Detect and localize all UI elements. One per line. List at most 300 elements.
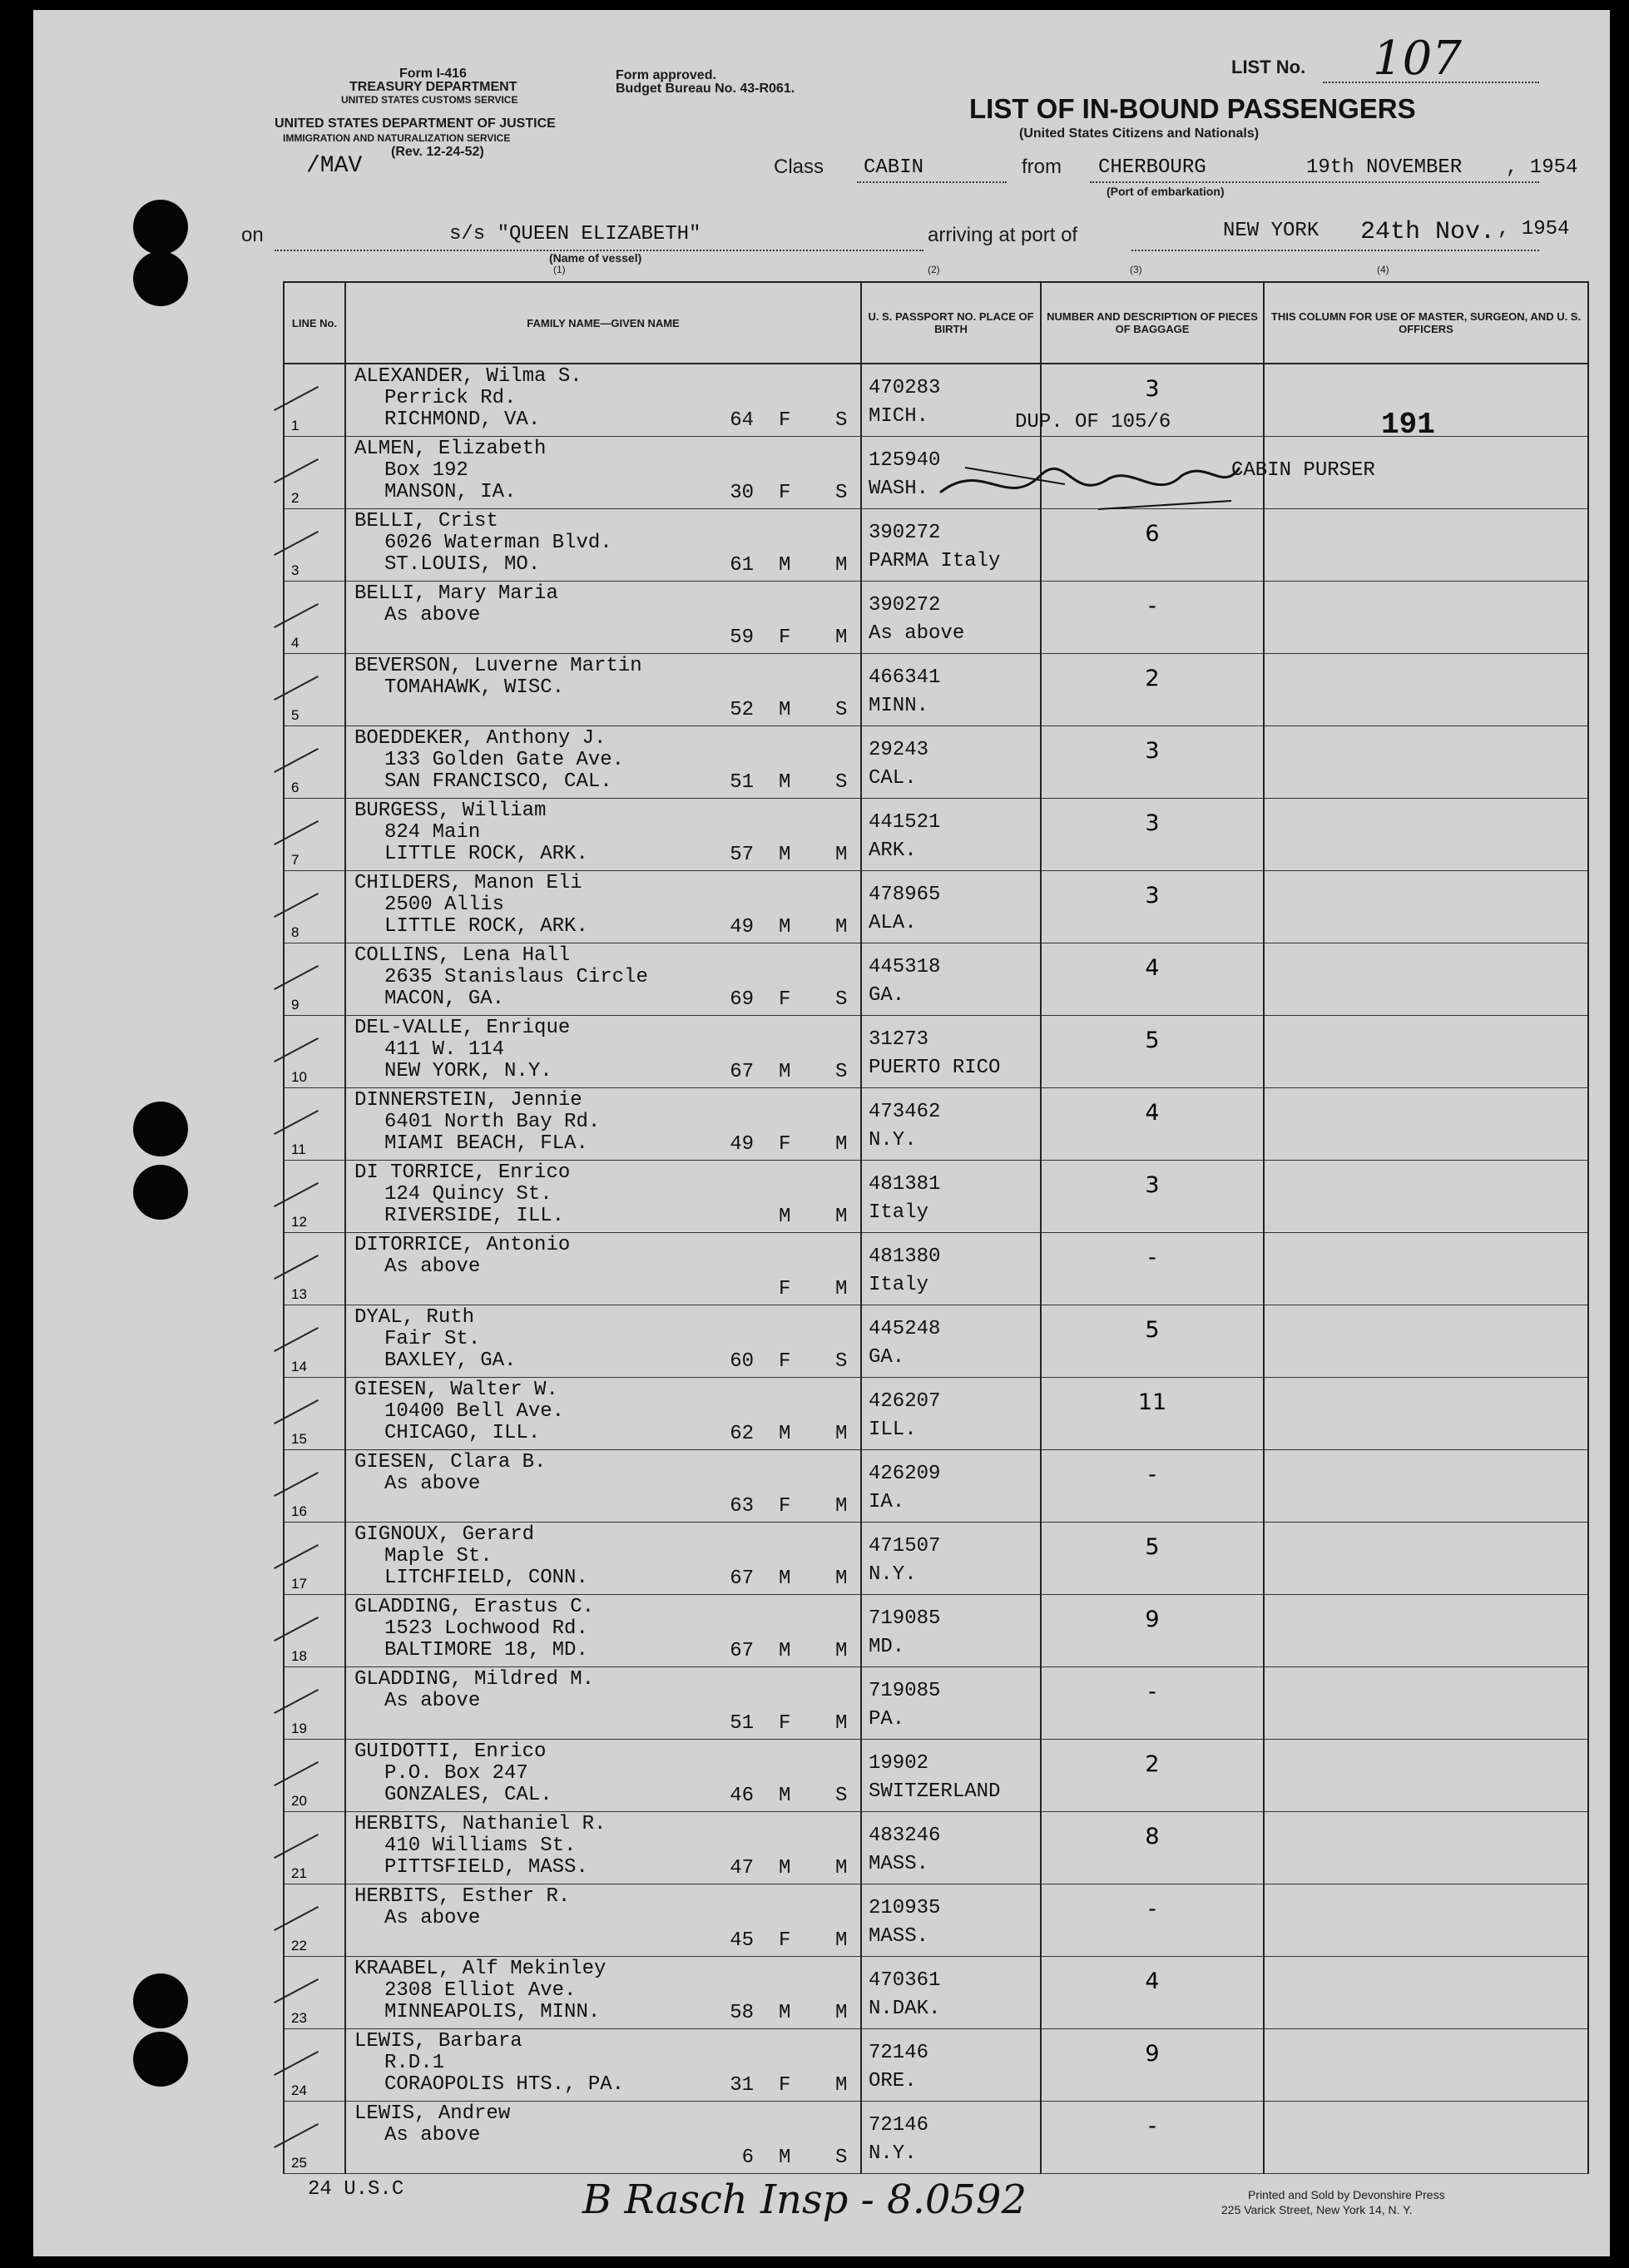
- line-number: 21: [291, 1865, 307, 1881]
- punch-hole: [133, 2032, 188, 2087]
- marital-status: M: [835, 844, 848, 866]
- address-street: Fair St.: [384, 1328, 481, 1350]
- officer-use-cell: [1265, 1595, 1587, 1666]
- address-city: LITTLE ROCK, ARK.: [384, 915, 588, 938]
- punch-hole: [133, 1973, 188, 2028]
- passenger-name: ALEXANDER, Wilma S.: [354, 365, 582, 388]
- place-of-birth: ORE.: [869, 2070, 917, 2092]
- from-label: from: [1022, 156, 1062, 178]
- line-number: 10: [291, 1069, 307, 1085]
- sex: M: [779, 771, 791, 794]
- officer-use-cell: [1265, 871, 1587, 943]
- check-mark: [274, 1906, 319, 1931]
- purser-signature: [932, 443, 1248, 526]
- officer-use-cell: [1265, 1161, 1587, 1232]
- place-of-birth: WASH.: [869, 478, 929, 500]
- form-title: LIST OF IN-BOUND PASSENGERS: [969, 93, 1416, 124]
- passport-number: 719085: [869, 1680, 941, 1702]
- sex: F: [779, 409, 791, 432]
- check-mark: [274, 1327, 319, 1352]
- sex: F: [779, 482, 791, 504]
- ins-service: IMMIGRATION AND NATURALIZATION SERVICE: [283, 132, 511, 144]
- address-street: As above: [384, 1473, 481, 1495]
- marital-status: S: [835, 409, 848, 432]
- check-mark: [274, 1834, 319, 1859]
- officer-use-cell: [1265, 1016, 1587, 1087]
- passenger-name: GIESEN, Walter W.: [354, 1379, 558, 1401]
- line-number: 20: [291, 1793, 307, 1809]
- clerk-initials: /MAV: [306, 153, 363, 179]
- officer-use-cell: [1265, 726, 1587, 798]
- printer-line-1: Printed and Sold by Devonshire Press: [1248, 2188, 1445, 2201]
- baggage-count: 3: [1145, 376, 1160, 402]
- passenger-name: CHILDERS, Manon Eli: [354, 872, 582, 894]
- address-street: 133 Golden Gate Ave.: [384, 749, 625, 771]
- address-street: As above: [384, 1907, 481, 1929]
- col-header-officers: THIS COLUMN FOR USE OF MASTER, SURGEON, AND U. S. OFFICERS: [1264, 282, 1588, 364]
- sex: F: [779, 1133, 791, 1156]
- table-row: [284, 1523, 1588, 1595]
- list-number: 107: [1373, 32, 1462, 86]
- check-mark: [274, 1617, 319, 1642]
- list-no-label: LIST No.: [1231, 57, 1306, 77]
- place-of-birth: MINN.: [869, 695, 929, 717]
- place-of-birth: N.Y.: [869, 1129, 917, 1151]
- arriving-label: arriving at port of: [928, 224, 1078, 246]
- passport-number: 473462: [869, 1101, 941, 1123]
- form-page: [33, 10, 1610, 2256]
- age: 61: [730, 554, 754, 577]
- marital-status: M: [835, 2002, 848, 2024]
- address-street: Perrick Rd.: [384, 387, 517, 409]
- passport-number: 29243: [869, 739, 929, 761]
- passenger-name: GIESEN, Clara B.: [354, 1451, 547, 1473]
- marital-status: M: [835, 1133, 848, 1156]
- address-street: 2635 Stanislaus Circle: [384, 966, 648, 988]
- table-row: [284, 1884, 1588, 1957]
- address-street: As above: [384, 2124, 481, 2147]
- address-street: 10400 Bell Ave.: [384, 1400, 565, 1423]
- check-mark: [274, 458, 319, 483]
- place-of-birth: ARK.: [869, 839, 917, 862]
- age: 30: [730, 482, 754, 504]
- officer-use-cell: [1265, 1088, 1587, 1160]
- age: 31: [730, 2074, 754, 2097]
- baggage-count: 3: [1145, 810, 1160, 836]
- table-row: [284, 871, 1588, 943]
- marital-status: M: [835, 1857, 848, 1879]
- passenger-name: DI TORRICE, Enrico: [354, 1161, 571, 1184]
- baggage-count: 2: [1145, 1751, 1160, 1777]
- place-of-birth: N.DAK.: [869, 1998, 941, 2020]
- table-row: [284, 654, 1588, 726]
- passenger-name: BURGESS, William: [354, 800, 547, 822]
- check-mark: [274, 893, 319, 918]
- sex: M: [779, 1206, 791, 1228]
- marital-status: M: [835, 626, 848, 649]
- marital-status: M: [835, 1640, 848, 1662]
- line-number: 2: [291, 490, 300, 506]
- officer-use-cell: [1265, 2029, 1587, 2101]
- place-of-birth: PA.: [869, 1708, 905, 1731]
- address-city: CHICAGO, ILL.: [384, 1422, 541, 1444]
- marital-status: S: [835, 482, 848, 504]
- marital-status: S: [835, 699, 848, 721]
- officer-use-cell: [1265, 943, 1587, 1015]
- passport-number: 390272: [869, 594, 941, 617]
- age: 63: [730, 1495, 754, 1518]
- passenger-name: DYAL, Ruth: [354, 1306, 475, 1329]
- line-number: 4: [291, 635, 300, 651]
- passenger-name-address: [354, 1814, 606, 1879]
- check-mark: [274, 2123, 319, 2148]
- check-mark: [274, 1978, 319, 2003]
- officer-use-cell: [1265, 1450, 1587, 1522]
- officer-use-cell: [1265, 1812, 1587, 1884]
- table-row: [284, 1740, 1588, 1812]
- check-mark: [274, 1472, 319, 1497]
- passenger-name-address: [354, 511, 612, 576]
- age: 49: [730, 916, 754, 938]
- baggage-count: 9: [1145, 1607, 1160, 1632]
- officer-use-cell: [1265, 582, 1587, 653]
- printer-line-2: 225 Varick Street, New York 14, N. Y.: [1221, 2203, 1413, 2216]
- passenger-name: GUIDOTTI, Enrico: [354, 1741, 547, 1763]
- line-number: 3: [291, 562, 300, 578]
- budget-bureau: Budget Bureau No. 43-R061.: [616, 82, 795, 96]
- table-row: [284, 1161, 1588, 1233]
- officer-use-cell: [1265, 1957, 1587, 2028]
- table-row: [284, 799, 1588, 871]
- check-mark: [274, 676, 319, 701]
- passenger-name: BELLI, Mary Maria: [354, 582, 558, 605]
- age: 67: [730, 1567, 754, 1590]
- baggage-count: -: [1148, 1245, 1156, 1270]
- marital-status: S: [835, 988, 848, 1011]
- arrival-port: NEW YORK: [1223, 220, 1320, 242]
- vessel-name: s/s "QUEEN ELIZABETH": [449, 223, 701, 245]
- baggage-count: 3: [1145, 1172, 1160, 1198]
- age: 57: [730, 844, 754, 866]
- arrival-year: , 1954: [1498, 218, 1570, 240]
- age: 46: [730, 1785, 754, 1807]
- passport-number: 481380: [869, 1245, 941, 1268]
- marital-status: M: [835, 1929, 848, 1952]
- baggage-count: 3: [1145, 883, 1160, 909]
- sex: F: [779, 1495, 791, 1518]
- marital-status: M: [835, 916, 848, 938]
- punch-hole: [133, 251, 188, 306]
- sex: M: [779, 554, 791, 577]
- passenger-name-address: [354, 1018, 570, 1082]
- passport-number: 72146: [869, 2042, 929, 2064]
- baggage-count: -: [1148, 1679, 1156, 1705]
- address-city: MANSON, IA.: [384, 481, 517, 503]
- passport-number: 31273: [869, 1028, 929, 1051]
- line-number: 25: [291, 2155, 307, 2171]
- table-row: [284, 2029, 1588, 2102]
- place-of-birth: PUERTO RICO: [869, 1057, 1001, 1079]
- address-city: SAN FRANCISCO, CAL.: [384, 770, 612, 793]
- passenger-name: HERBITS, Nathaniel R.: [354, 1813, 607, 1835]
- embark-note: (Port of embarkation): [1107, 185, 1225, 198]
- passenger-name: LEWIS, Andrew: [354, 2102, 511, 2125]
- col-header-line: LINE No.: [284, 282, 345, 364]
- passenger-name: GIGNOUX, Gerard: [354, 1523, 535, 1546]
- baggage-count: -: [1148, 593, 1156, 619]
- address-street: 1523 Lochwood Rd.: [384, 1617, 588, 1640]
- line-number: 22: [291, 1938, 307, 1954]
- age: 60: [730, 1350, 754, 1373]
- marital-status: S: [835, 1350, 848, 1373]
- sex: F: [779, 1929, 791, 1952]
- passport-number: 426207: [869, 1390, 941, 1413]
- age: 51: [730, 771, 754, 794]
- revision: (Rev. 12-24-52): [391, 145, 484, 159]
- place-of-birth: GA.: [869, 1346, 905, 1369]
- embark-year: , 1954: [1506, 156, 1578, 179]
- treasury-dept: TREASURY DEPARTMENT: [349, 80, 517, 94]
- check-mark: [274, 820, 319, 845]
- sex: F: [779, 1278, 791, 1300]
- check-mark: [274, 748, 319, 773]
- officer-use-cell: [1265, 1740, 1587, 1811]
- port-embarkation: CHERBOURG: [1098, 156, 1206, 179]
- passenger-name-address: [354, 1452, 546, 1495]
- sex: M: [779, 1640, 791, 1662]
- address-street: R.D.1: [384, 2052, 445, 2074]
- address-city: NEW YORK, N.Y.: [384, 1060, 552, 1082]
- baggage-count: 6: [1145, 521, 1160, 547]
- place-of-birth: CAL.: [869, 767, 917, 790]
- passenger-name: LEWIS, Barbara: [354, 2030, 522, 2053]
- col-header-passport: U. S. PASSPORT NO. PLACE OF BIRTH: [861, 282, 1041, 364]
- passenger-name: BOEDDEKER, Anthony J.: [354, 727, 607, 750]
- passport-number: 441521: [869, 811, 941, 834]
- table-row: [284, 1305, 1588, 1378]
- table-row: [284, 1667, 1588, 1740]
- vessel-note: (Name of vessel): [549, 251, 642, 265]
- baggage-count: -: [1148, 2113, 1156, 2139]
- embark-date: 19th NOVEMBER: [1306, 156, 1463, 179]
- passenger-name-address: [354, 1162, 570, 1227]
- age: 6: [741, 2147, 754, 2169]
- passport-number: 19902: [869, 1752, 929, 1775]
- address-city: TOMAHAWK, WISC.: [384, 676, 565, 699]
- class-value: CABIN: [864, 156, 924, 179]
- baggage-count: -: [1148, 1896, 1156, 1922]
- address-city: MACON, GA.: [384, 988, 505, 1010]
- passenger-name-address: [354, 583, 558, 626]
- sex: M: [779, 1423, 791, 1445]
- marital-status: M: [835, 1206, 848, 1228]
- place-of-birth: MASS.: [869, 1853, 929, 1875]
- passport-number: 470283: [869, 377, 941, 399]
- col-marker: (3): [1130, 264, 1142, 275]
- line-number: 5: [291, 707, 300, 723]
- table-row: [284, 1812, 1588, 1884]
- passenger-name-address: [354, 1235, 570, 1278]
- age: 67: [730, 1640, 754, 1662]
- passenger-name: DITORRICE, Antonio: [354, 1234, 571, 1256]
- age: 69: [730, 988, 754, 1011]
- address-street: 411 W. 114: [384, 1038, 505, 1061]
- passport-number: 481381: [869, 1173, 941, 1196]
- form-subtitle: (United States Citizens and Nationals): [1019, 126, 1260, 141]
- line-number: 11: [291, 1141, 306, 1157]
- address-street: 6401 North Bay Rd.: [384, 1111, 601, 1133]
- passport-number: 466341: [869, 666, 941, 689]
- officer-use-cell: [1265, 1523, 1587, 1594]
- marital-status: S: [835, 1785, 848, 1807]
- passport-number: 210935: [869, 1897, 941, 1919]
- table-row: [284, 1016, 1588, 1088]
- sex: M: [779, 916, 791, 938]
- address-city: LITTLE ROCK, ARK.: [384, 843, 588, 865]
- check-mark: [274, 1689, 319, 1714]
- passenger-name-address: [354, 438, 546, 503]
- address-street: 6026 Waterman Blvd.: [384, 532, 612, 554]
- passenger-name: KRAABEL, Alf Mekinley: [354, 1958, 607, 1980]
- table-row: [284, 943, 1588, 1016]
- on-label: on: [241, 224, 264, 246]
- passport-number: 390272: [869, 522, 941, 544]
- age: 58: [730, 2002, 754, 2024]
- place-of-birth: SWITZERLAND: [869, 1780, 1001, 1803]
- address-city: BALTIMORE 18, MD.: [384, 1639, 588, 1661]
- line-number: 8: [291, 924, 300, 940]
- marital-status: S: [835, 771, 848, 794]
- punch-hole: [133, 200, 188, 255]
- check-mark: [274, 2051, 319, 2076]
- passenger-name: ALMEN, Elizabeth: [354, 438, 547, 460]
- address-city: CORAOPOLIS HTS., PA.: [384, 2073, 625, 2096]
- passenger-name: BEVERSON, Luverne Martin: [354, 655, 642, 677]
- sex: M: [779, 1061, 791, 1083]
- passenger-name-address: [354, 656, 642, 699]
- sex: F: [779, 2074, 791, 2097]
- place-of-birth: Italy: [869, 1201, 929, 1224]
- footer-code: 24 U.S.C: [308, 2178, 404, 2201]
- line-number: 23: [291, 2010, 307, 2026]
- line-number: 12: [291, 1214, 307, 1230]
- passenger-name-address: [354, 945, 648, 1010]
- place-of-birth: MD.: [869, 1636, 905, 1658]
- passenger-name: GLADDING, Mildred M.: [354, 1668, 595, 1691]
- table-row: [284, 582, 1588, 654]
- line-number: 9: [291, 997, 300, 1013]
- address-city: LITCHFIELD, CONN.: [384, 1567, 588, 1589]
- col-header-name: FAMILY NAME—GIVEN NAME: [345, 282, 861, 364]
- table-row: [284, 1233, 1588, 1305]
- passenger-name-address: [354, 1379, 564, 1444]
- table-row: [284, 1957, 1588, 2029]
- passenger-name-address: [354, 1886, 570, 1929]
- place-of-birth: As above: [869, 622, 965, 645]
- passport-number: 478965: [869, 884, 941, 906]
- baggage-count: 4: [1145, 1100, 1160, 1126]
- col-header-baggage: NUMBER AND DESCRIPTION OF PIECES OF BAGGAGE: [1041, 282, 1264, 364]
- passenger-name-address: [354, 1307, 516, 1372]
- passport-number: 719085: [869, 1607, 941, 1630]
- marital-status: M: [835, 1495, 848, 1518]
- passport-number: 470361: [869, 1969, 941, 1992]
- passport-number: 483246: [869, 1825, 941, 1847]
- line-number: 24: [291, 2082, 307, 2098]
- punch-hole: [133, 1102, 188, 1156]
- line-number: 1: [291, 418, 300, 433]
- line-number: 15: [291, 1431, 307, 1447]
- marital-status: M: [835, 1423, 848, 1445]
- sex: M: [779, 1567, 791, 1590]
- passport-number: 445318: [869, 956, 941, 978]
- check-mark: [274, 1399, 319, 1424]
- cabin-purser-label: CABIN PURSER: [1231, 459, 1375, 482]
- address-street: As above: [384, 1255, 481, 1278]
- passenger-name-address: [354, 1524, 588, 1589]
- passenger-name-address: [354, 2103, 510, 2147]
- sex: F: [779, 1350, 791, 1373]
- passenger-name-address: [354, 1597, 594, 1661]
- passenger-name-address: [354, 2031, 624, 2096]
- col-marker: (1): [553, 264, 566, 275]
- marital-status: S: [835, 1061, 848, 1083]
- passenger-name-address: [354, 1090, 600, 1155]
- place-of-birth: PARMA Italy: [869, 550, 1001, 572]
- officer-use-cell: [1265, 1378, 1587, 1449]
- passenger-name: DINNERSTEIN, Jennie: [354, 1089, 582, 1112]
- check-mark: [274, 1761, 319, 1786]
- address-street: 410 Williams St.: [384, 1835, 577, 1857]
- address-street: 2500 Allis: [384, 894, 505, 916]
- marital-status: M: [835, 2074, 848, 2097]
- baggage-count: 8: [1145, 1824, 1160, 1850]
- class-label: Class: [774, 156, 824, 178]
- address-street: Box 192: [384, 459, 468, 482]
- age: 59: [730, 626, 754, 649]
- passenger-name-address: [354, 800, 588, 865]
- officer-use-cell: [1265, 654, 1587, 725]
- passenger-name: HERBITS, Esther R.: [354, 1885, 571, 1908]
- form-approved: Form approved.: [616, 68, 716, 82]
- address-city: RIVERSIDE, ILL.: [384, 1205, 565, 1227]
- line-number: 7: [291, 852, 300, 868]
- passport-number: 445248: [869, 1318, 941, 1340]
- passenger-name-address: [354, 1741, 552, 1806]
- baggage-count: 4: [1145, 1968, 1160, 1994]
- inspector-signature: B Rasch Insp - 8.0592: [582, 2176, 1027, 2223]
- place-of-birth: IA.: [869, 1491, 905, 1513]
- passenger-count: 191: [1381, 408, 1435, 442]
- form-number: Form I-416: [399, 67, 467, 81]
- passenger-name-address: [354, 1959, 606, 2023]
- passenger-name-address: [354, 728, 624, 793]
- officer-use-cell: [1265, 1667, 1587, 1739]
- check-mark: [274, 1110, 319, 1135]
- table-row: [284, 1378, 1588, 1450]
- officer-use-cell: [1265, 509, 1587, 581]
- passenger-name-address: [354, 873, 588, 938]
- marital-status: M: [835, 554, 848, 577]
- place-of-birth: ILL.: [869, 1419, 917, 1441]
- officer-use-cell: [1265, 1884, 1587, 1956]
- address-street: 124 Quincy St.: [384, 1183, 552, 1206]
- passenger-name: GLADDING, Erastus C.: [354, 1596, 595, 1618]
- address-street: As above: [384, 1690, 481, 1712]
- baggage-count: 5: [1145, 1534, 1160, 1560]
- officer-use-cell: [1265, 2102, 1587, 2173]
- baggage-count: 11: [1137, 1389, 1167, 1415]
